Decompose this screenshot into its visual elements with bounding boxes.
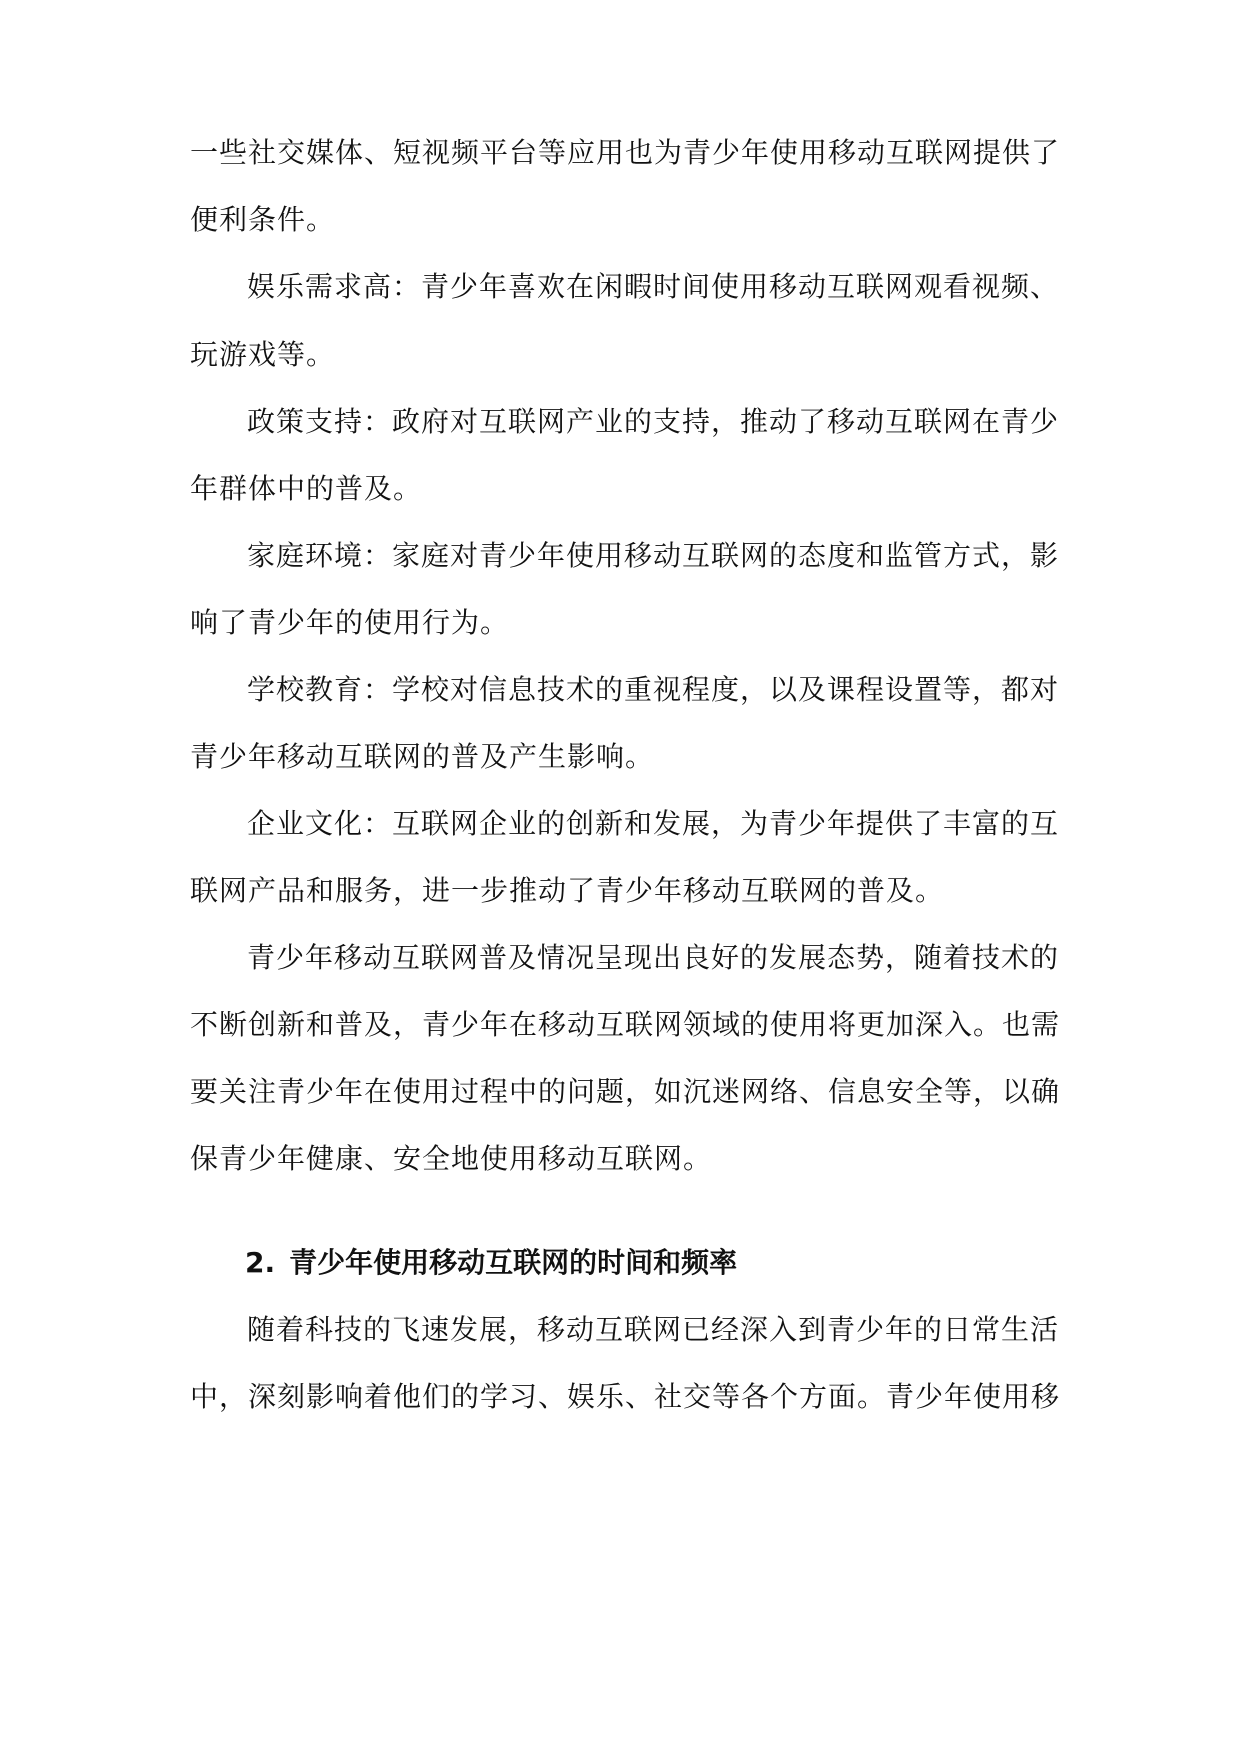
paragraph-line: 要关注青少年在使用过程中的问题，如沉迷网络、信息安全等，以确 (190, 1075, 1061, 1108)
paragraph-line: 玩游戏等。 (190, 338, 336, 371)
paragraph-line: 响了青少年的使用行为。 (190, 606, 510, 639)
paragraph-line: 不断创新和普及，青少年在移动互联网领域的使用将更加深入。也需 (190, 1008, 1061, 1041)
paragraph-line: 娱乐需求高：青少年喜欢在闲暇时间使用移动互联网观看视频、 (247, 270, 1060, 303)
paragraph-line: 年群体中的普及。 (190, 472, 423, 505)
paragraph-line: 青少年移动互联网的普及产生影响。 (190, 740, 655, 773)
section-heading (245, 1243, 737, 1283)
paragraph-line: 政策支持：政府对互联网产业的支持，推动了移动互联网在青少 (247, 405, 1060, 438)
paragraph-line: 一些社交媒体、短视频平台等应用也为青少年使用移动互联网提供了 (190, 136, 1061, 169)
paragraph-line: 家庭环境：家庭对青少年使用移动互联网的态度和监管方式，影 (247, 539, 1060, 572)
paragraph-line: 保青少年健康、安全地使用移动互联网。 (190, 1142, 713, 1175)
paragraph-line: 随着科技的飞速发展，移动互联网已经深入到青少年的日常生活 (247, 1313, 1060, 1346)
paragraph-line: 企业文化：互联网企业的创新和发展，为青少年提供了丰富的互 (247, 807, 1060, 840)
paragraph-line: 青少年移动互联网普及情况呈现出良好的发展态势，随着技术的 (247, 941, 1060, 974)
paragraph-line: 中，深刻影响着他们的学习、娱乐、社交等各个方面。青少年使用移 (190, 1380, 1061, 1413)
paragraph-line: 联网产品和服务，进一步推动了青少年移动互联网的普及。 (190, 874, 945, 907)
section-number: 2. (245, 1246, 276, 1279)
paragraph-line: 学校教育：学校对信息技术的重视程度，以及课程设置等，都对 (247, 673, 1060, 706)
section-title: 青少年使用移动互联网的时间和频率 (289, 1246, 738, 1279)
paragraph-line: 便利条件。 (190, 203, 336, 236)
